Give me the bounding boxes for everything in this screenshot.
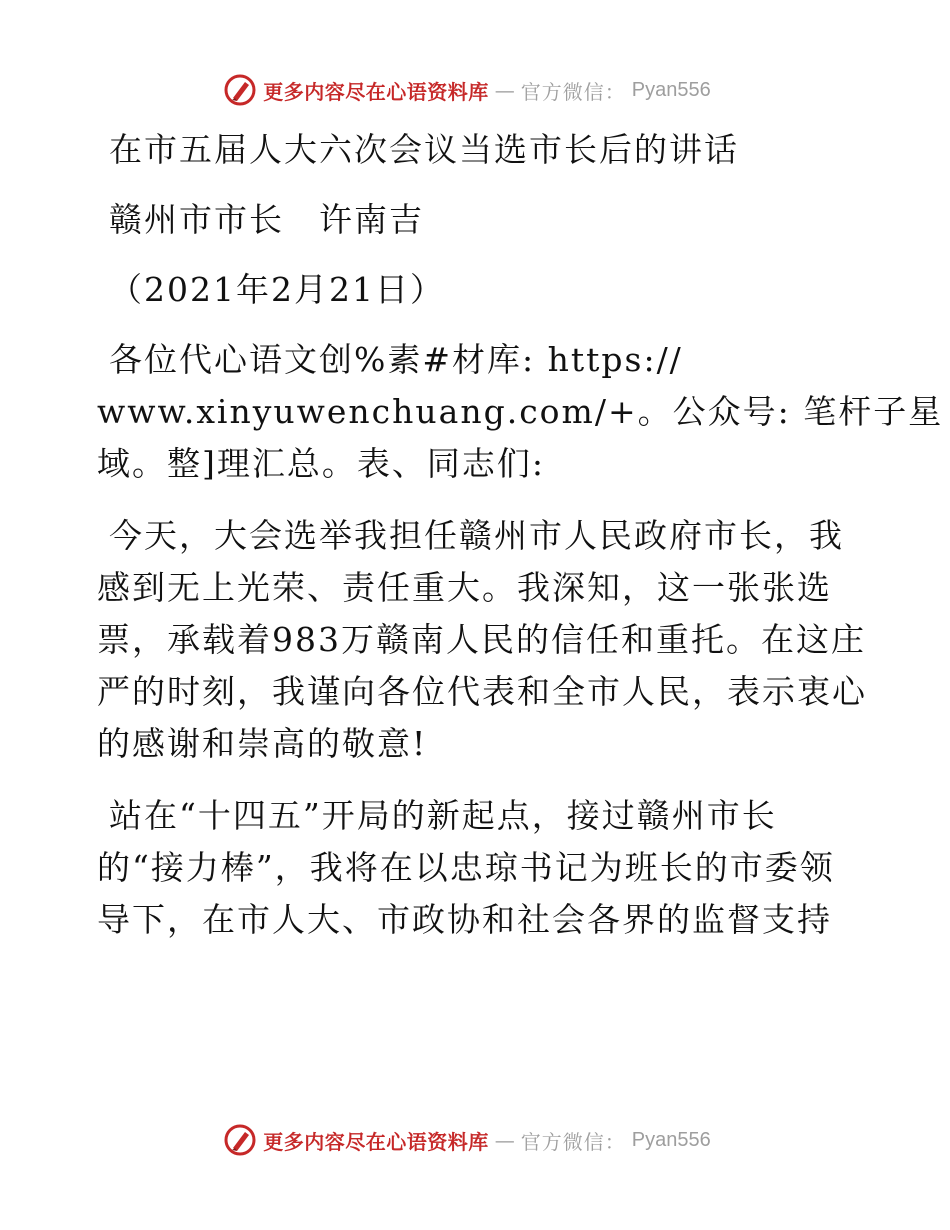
salutation-line: 域。整]理汇总。表、同志们: xyxy=(97,444,545,483)
date-line: （2021年2月21日） xyxy=(109,270,445,309)
watermark-official-label: 官方微信： xyxy=(520,79,626,104)
watermark-group xyxy=(223,1123,710,1157)
paragraph-line: 感到无上光荣、责任重大。我深知，这一张张选 xyxy=(97,568,832,607)
paragraph-line: 的感谢和崇高的敬意! xyxy=(97,724,428,763)
salutation-line: www.xinyuwenchuang.com/+。公众号: 笔杆子星 xyxy=(97,392,944,431)
header-watermark xyxy=(0,70,950,110)
paragraph-line: 站在“十四五”开局的新起点，接过赣州市长 xyxy=(109,796,777,835)
paragraph-line: 严的时刻，我谨向各位代表和全市人民，表示衷心 xyxy=(97,672,867,711)
pen-logo-icon xyxy=(223,1123,257,1157)
document-title: 在市五届人大六次会议当选市长后的讲话 xyxy=(109,130,739,169)
watermark-wechat-id: Pyan556 xyxy=(631,1128,711,1151)
paragraph-line: 导下，在市人大、市政协和社会各界的监督支持 xyxy=(97,900,832,939)
document-body xyxy=(97,120,944,946)
paragraph-line: 票，承载着983万赣南人民的信任和重托。在这庄 xyxy=(97,620,866,659)
footer-watermark xyxy=(0,1120,950,1160)
paragraph-2 xyxy=(97,790,857,946)
salutation-paragraph xyxy=(97,334,944,490)
speaker-line: 赣州市市长 许南吉 xyxy=(109,200,424,239)
pen-logo-icon xyxy=(223,73,257,107)
salutation-line: 各位代心语文创%素#材库: https:// xyxy=(109,340,683,379)
paragraph-1 xyxy=(97,510,867,770)
watermark-group xyxy=(223,73,710,107)
watermark-wechat-id: Pyan556 xyxy=(631,78,711,101)
paragraph-line: 的“接力棒”，我将在以忠琼书记为班长的市委领 xyxy=(97,848,835,887)
watermark-official-label: 官方微信： xyxy=(520,1129,626,1154)
paragraph-line: 今天，大会选举我担任赣州市人民政府市长，我 xyxy=(109,516,844,555)
watermark-main-text: 更多内容尽在心语资料库 xyxy=(263,1129,489,1154)
watermark-separator: — xyxy=(494,78,515,102)
watermark-main-text: 更多内容尽在心语资料库 xyxy=(263,79,489,104)
watermark-separator: — xyxy=(494,1128,515,1152)
